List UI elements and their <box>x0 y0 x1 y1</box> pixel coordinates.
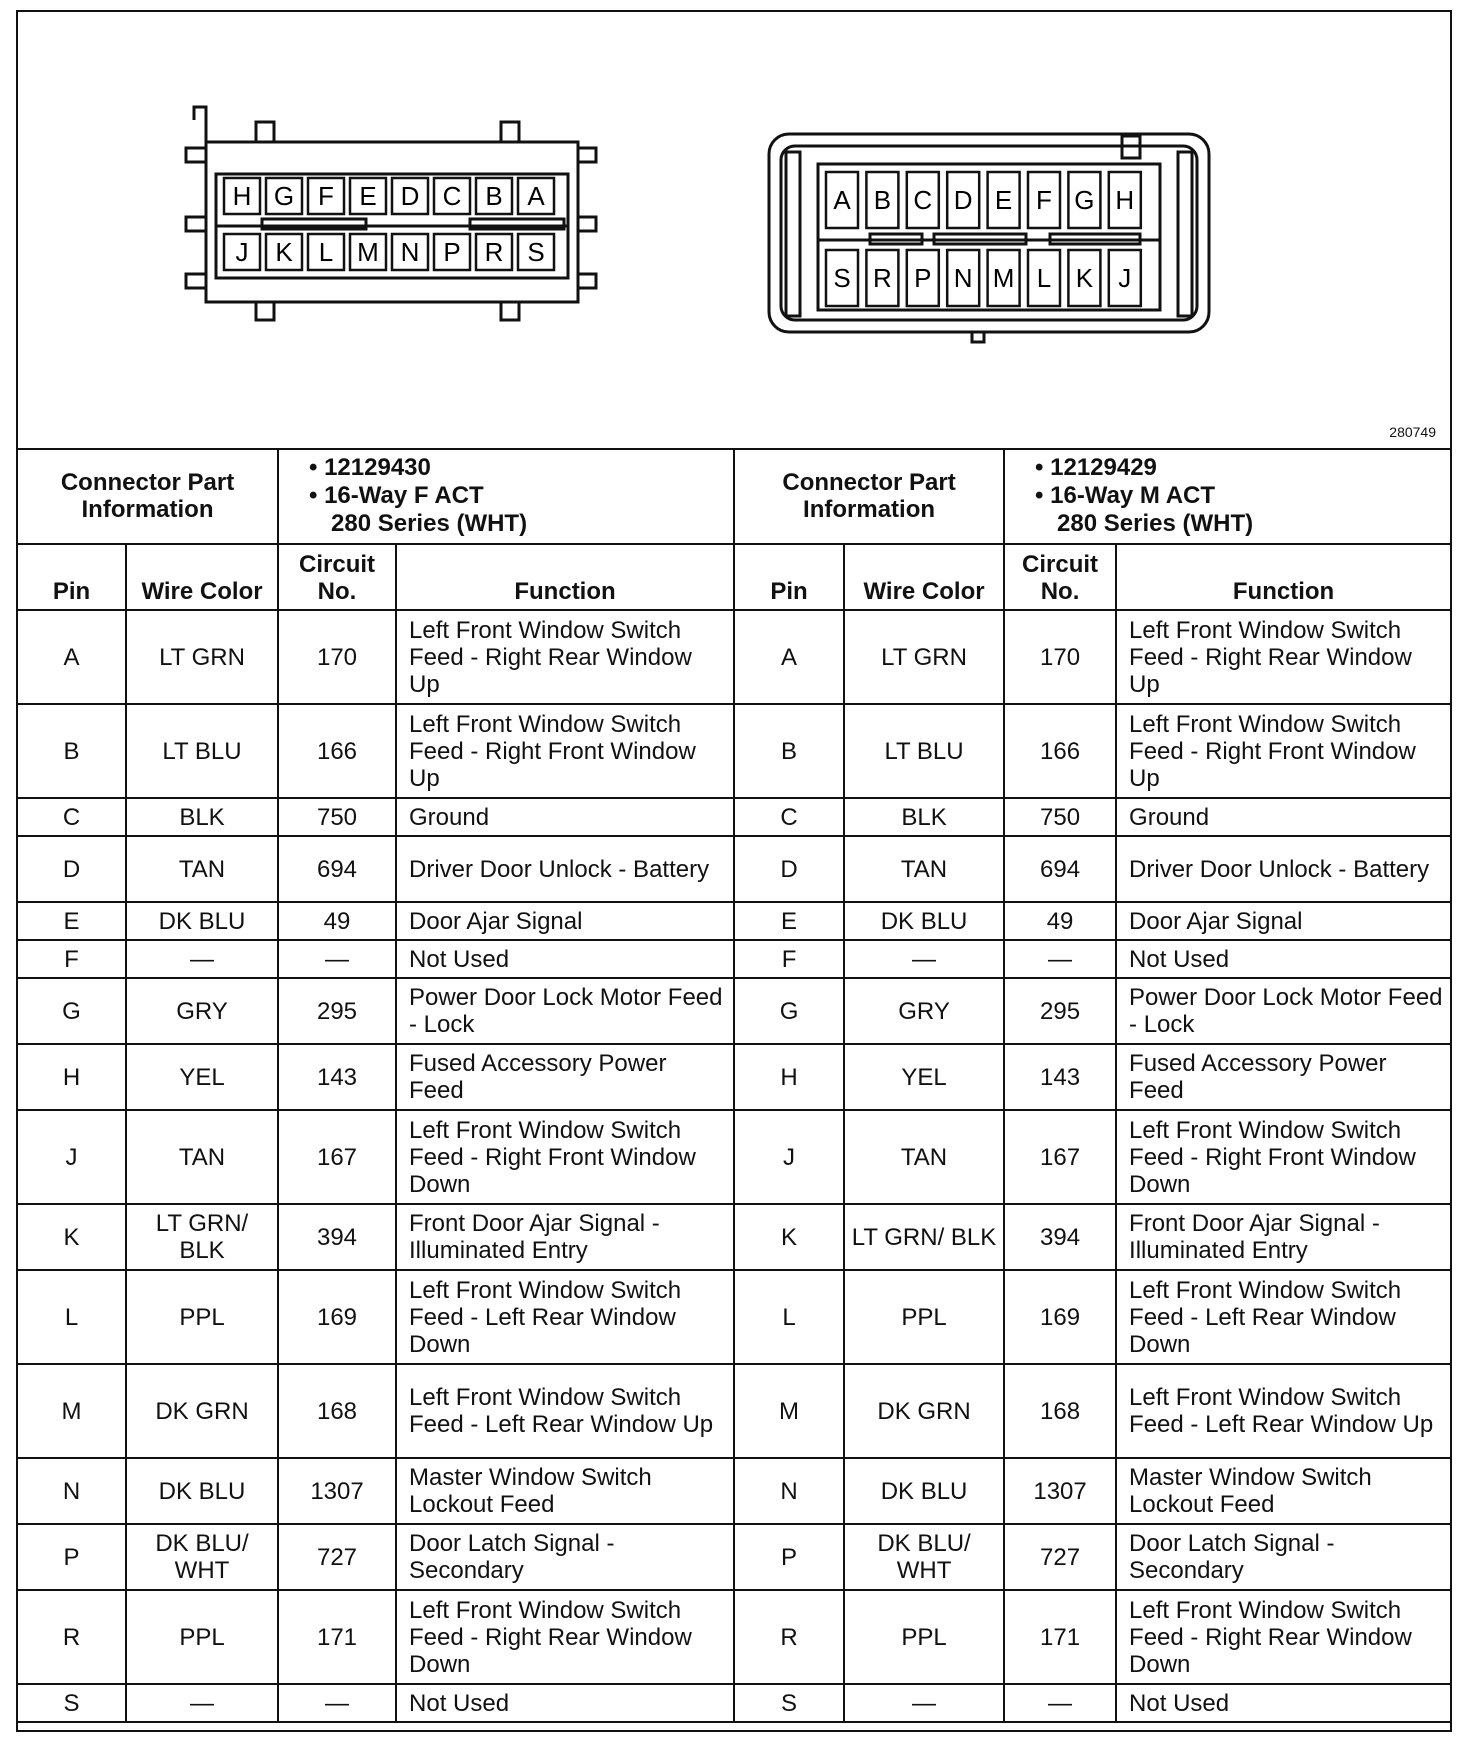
male-bottom-pin-label: P <box>914 263 932 293</box>
document-frame <box>16 10 1452 1732</box>
wire-color-cell: LT BLU <box>126 704 278 798</box>
male-top-pin-label: D <box>953 185 973 215</box>
circuit-cell: 166 <box>278 704 396 798</box>
figure-id: 280749 <box>1389 424 1436 440</box>
male-connector-bottom-pins <box>826 250 1141 306</box>
left-part-number: • 12129430 <box>309 453 431 481</box>
table-row <box>18 978 1450 1044</box>
function-cell: Not Used <box>1116 1684 1450 1722</box>
male-connector-drawing <box>769 134 1209 342</box>
female-top-pin-label: A <box>527 181 545 211</box>
male-top-pin-label: H <box>1115 185 1135 215</box>
col-pin: Pin <box>18 544 126 610</box>
circuit-cell: 166 <box>1004 704 1116 798</box>
table-row <box>18 836 1450 902</box>
circuit-cell: 170 <box>278 610 396 704</box>
function-cell: Driver Door Unlock - Battery <box>1116 836 1450 902</box>
function-cell: Door Ajar Signal <box>396 902 734 940</box>
function-cell: Power Door Lock Motor Feed - Lock <box>396 978 734 1044</box>
table-row <box>18 1364 1450 1458</box>
pin-cell: K <box>18 1204 126 1270</box>
wire-color-cell: DK BLU <box>844 1458 1004 1524</box>
table-row <box>18 1590 1450 1684</box>
pin-cell: F <box>734 940 844 978</box>
col-wire-color: Wire Color <box>844 544 1004 610</box>
table-row <box>18 704 1450 798</box>
female-connector-bottom-pins <box>224 234 554 270</box>
female-top-pin-label: F <box>318 181 334 211</box>
function-cell: Door Latch Signal - Secondary <box>1116 1524 1450 1590</box>
pinout-table <box>18 448 1450 1723</box>
circuit-cell: 167 <box>1004 1110 1116 1204</box>
pin-cell: C <box>734 798 844 836</box>
circuit-cell: 49 <box>1004 902 1116 940</box>
wire-color-cell: DK BLU <box>126 1458 278 1524</box>
male-top-pin-label: B <box>873 185 892 215</box>
female-top-pin-label: B <box>485 181 503 211</box>
wire-color-cell: DK BLU/ WHT <box>126 1524 278 1590</box>
table-row <box>18 798 1450 836</box>
female-top-pin-label: C <box>442 181 462 211</box>
table-row <box>18 1204 1450 1270</box>
pin-cell: H <box>734 1044 844 1110</box>
pin-cell: J <box>18 1110 126 1204</box>
pin-cell: R <box>734 1590 844 1684</box>
table-row <box>18 902 1450 940</box>
function-cell: Left Front Window Switch Feed - Left Rear Window Down <box>396 1270 734 1364</box>
pin-cell: E <box>734 902 844 940</box>
female-bottom-pin-label: S <box>527 237 545 267</box>
circuit-cell: 1307 <box>278 1458 396 1524</box>
pinout-rows <box>18 610 1450 1722</box>
wire-color-cell: — <box>844 940 1004 978</box>
table-row <box>18 1270 1450 1364</box>
wire-color-cell: GRY <box>126 978 278 1044</box>
male-bottom-pin-label: J <box>1118 263 1132 293</box>
pin-cell: G <box>18 978 126 1044</box>
wire-color-cell: PPL <box>126 1590 278 1684</box>
pin-cell: D <box>18 836 126 902</box>
male-bottom-pin-label: K <box>1075 263 1094 293</box>
right-desc-line1: • 16-Way M ACT <box>1035 481 1216 509</box>
connector-info-row <box>18 448 1450 544</box>
table-row <box>18 940 1450 978</box>
female-bottom-pin-label: L <box>318 237 334 267</box>
pin-cell: A <box>734 610 844 704</box>
circuit-cell: 694 <box>1004 836 1116 902</box>
pin-cell: D <box>734 836 844 902</box>
pin-cell: J <box>734 1110 844 1204</box>
col-pin: Pin <box>734 544 844 610</box>
male-bottom-pin-label: L <box>1036 263 1052 293</box>
wire-color-cell: — <box>126 1684 278 1722</box>
male-bottom-pin-label: N <box>953 263 973 293</box>
function-cell: Ground <box>396 798 734 836</box>
col-circuit: Circuit No. <box>278 544 396 610</box>
function-cell: Door Ajar Signal <box>1116 902 1450 940</box>
function-cell: Ground <box>1116 798 1450 836</box>
column-header-row <box>18 544 1450 610</box>
wire-color-cell: PPL <box>844 1270 1004 1364</box>
wire-color-cell: YEL <box>844 1044 1004 1110</box>
col-circuit: Circuit No. <box>1004 544 1116 610</box>
female-connector-top-pins <box>224 178 554 214</box>
wire-color-cell: — <box>844 1684 1004 1722</box>
wire-color-cell: YEL <box>126 1044 278 1110</box>
circuit-cell: 169 <box>1004 1270 1116 1364</box>
function-cell: Door Latch Signal - Secondary <box>396 1524 734 1590</box>
col-function: Function <box>396 544 734 610</box>
wire-color-cell: BLK <box>844 798 1004 836</box>
female-bottom-pin-label: K <box>275 237 293 267</box>
male-connector-top-pins <box>826 172 1141 228</box>
wire-color-cell: TAN <box>126 1110 278 1204</box>
function-cell: Power Door Lock Motor Feed - Lock <box>1116 978 1450 1044</box>
circuit-cell: 167 <box>278 1110 396 1204</box>
circuit-cell: 49 <box>278 902 396 940</box>
circuit-cell: 143 <box>278 1044 396 1110</box>
function-cell: Front Door Ajar Signal - Illuminated Entry <box>396 1204 734 1270</box>
wire-color-cell: LT GRN <box>844 610 1004 704</box>
pin-cell: C <box>18 798 126 836</box>
function-cell: Left Front Window Switch Feed - Right Rear Window Down <box>396 1590 734 1684</box>
circuit-cell: 727 <box>278 1524 396 1590</box>
male-top-pin-label: C <box>913 185 933 215</box>
circuit-cell: 171 <box>1004 1590 1116 1684</box>
right-desc-line2: 280 Series (WHT) <box>1057 509 1254 537</box>
male-top-pin-label: G <box>1074 185 1095 215</box>
left-connector-info-label: Connector Part Information <box>18 448 278 544</box>
wire-color-cell: DK BLU/ WHT <box>844 1524 1004 1590</box>
table-row <box>18 1524 1450 1590</box>
col-wire-color: Wire Color <box>126 544 278 610</box>
circuit-cell: 295 <box>278 978 396 1044</box>
circuit-cell: 169 <box>278 1270 396 1364</box>
male-bottom-pin-label: R <box>873 263 892 293</box>
circuit-cell: 168 <box>278 1364 396 1458</box>
wire-color-cell: DK GRN <box>844 1364 1004 1458</box>
pin-cell: N <box>18 1458 126 1524</box>
left-desc-line2: 280 Series (WHT) <box>331 509 528 537</box>
right-connector-info-label: Connector Part Information <box>734 448 1004 544</box>
pin-cell: S <box>18 1684 126 1722</box>
wire-color-cell: TAN <box>844 836 1004 902</box>
function-cell: Left Front Window Switch Feed - Left Rear Window Down <box>1116 1270 1450 1364</box>
circuit-cell: 750 <box>1004 798 1116 836</box>
function-cell: Left Front Window Switch Feed - Left Rear Window Up <box>396 1364 734 1458</box>
male-top-pin-label: A <box>833 185 851 215</box>
wire-color-cell: TAN <box>844 1110 1004 1204</box>
circuit-cell: — <box>1004 1684 1116 1722</box>
female-top-pin-label: D <box>400 181 420 211</box>
pin-cell: M <box>734 1364 844 1458</box>
pin-cell: P <box>18 1524 126 1590</box>
function-cell: Left Front Window Switch Feed - Right Front Window Up <box>396 704 734 798</box>
circuit-cell: 295 <box>1004 978 1116 1044</box>
wire-color-cell: TAN <box>126 836 278 902</box>
right-connector-info <box>1004 448 1450 544</box>
left-desc-line1: • 16-Way F ACT <box>309 481 484 509</box>
male-bottom-pin-label: M <box>992 263 1015 293</box>
function-cell: Not Used <box>1116 940 1450 978</box>
pin-cell: N <box>734 1458 844 1524</box>
pin-cell: P <box>734 1524 844 1590</box>
function-cell: Left Front Window Switch Feed - Right Front Window Up <box>1116 704 1450 798</box>
function-cell: Not Used <box>396 940 734 978</box>
table-row <box>18 1684 1450 1722</box>
table-row <box>18 1458 1450 1524</box>
wire-color-cell: LT BLU <box>844 704 1004 798</box>
wire-color-cell: LT GRN/ BLK <box>844 1204 1004 1270</box>
function-cell: Driver Door Unlock - Battery <box>396 836 734 902</box>
wire-color-cell: LT GRN <box>126 610 278 704</box>
function-cell: Left Front Window Switch Feed - Right Front Window Down <box>396 1110 734 1204</box>
male-top-pin-label: E <box>994 185 1013 215</box>
female-bottom-pin-label: M <box>357 237 379 267</box>
function-cell: Front Door Ajar Signal - Illuminated Entry <box>1116 1204 1450 1270</box>
left-connector-info <box>278 448 734 544</box>
wire-color-cell: PPL <box>126 1270 278 1364</box>
circuit-cell: — <box>1004 940 1116 978</box>
female-bottom-pin-label: N <box>400 237 420 267</box>
circuit-cell: 694 <box>278 836 396 902</box>
female-top-pin-label: E <box>359 181 377 211</box>
male-bottom-pin-label: S <box>833 263 851 293</box>
wire-color-cell: DK GRN <box>126 1364 278 1458</box>
function-cell: Fused Accessory Power Feed <box>1116 1044 1450 1110</box>
connector-drawings <box>18 12 1450 448</box>
circuit-cell: — <box>278 940 396 978</box>
circuit-cell: 394 <box>278 1204 396 1270</box>
function-cell: Fused Accessory Power Feed <box>396 1044 734 1110</box>
pin-cell: E <box>18 902 126 940</box>
female-top-pin-label: G <box>273 181 295 211</box>
wire-color-cell: LT GRN/ BLK <box>126 1204 278 1270</box>
wire-color-cell: BLK <box>126 798 278 836</box>
function-cell: Left Front Window Switch Feed - Right Front Window Down <box>1116 1110 1450 1204</box>
pin-cell: R <box>18 1590 126 1684</box>
connector-illustration <box>18 12 1450 450</box>
female-bottom-pin-label: J <box>235 237 249 267</box>
function-cell: Left Front Window Switch Feed - Left Rear Window Up <box>1116 1364 1450 1458</box>
circuit-cell: 170 <box>1004 610 1116 704</box>
pin-cell: B <box>18 704 126 798</box>
female-bottom-pin-label: R <box>484 237 504 267</box>
circuit-cell: 171 <box>278 1590 396 1684</box>
right-part-number: • 12129429 <box>1035 453 1157 481</box>
wire-color-cell: DK BLU <box>844 902 1004 940</box>
function-cell: Master Window Switch Lockout Feed <box>1116 1458 1450 1524</box>
circuit-cell: 727 <box>1004 1524 1116 1590</box>
pin-cell: G <box>734 978 844 1044</box>
circuit-cell: 143 <box>1004 1044 1116 1110</box>
wire-color-cell: — <box>126 940 278 978</box>
female-bottom-pin-label: P <box>443 237 461 267</box>
pin-cell: F <box>18 940 126 978</box>
circuit-cell: 1307 <box>1004 1458 1116 1524</box>
circuit-cell: 750 <box>278 798 396 836</box>
wire-color-cell: DK BLU <box>126 902 278 940</box>
circuit-cell: — <box>278 1684 396 1722</box>
table-row <box>18 1044 1450 1110</box>
function-cell: Left Front Window Switch Feed - Right Rear Window Down <box>1116 1590 1450 1684</box>
pin-cell: L <box>734 1270 844 1364</box>
pin-cell: H <box>18 1044 126 1110</box>
wire-color-cell: GRY <box>844 978 1004 1044</box>
table-row <box>18 610 1450 704</box>
circuit-cell: 168 <box>1004 1364 1116 1458</box>
wire-color-cell: PPL <box>844 1590 1004 1684</box>
male-top-pin-label: F <box>1036 185 1052 215</box>
pin-cell: L <box>18 1270 126 1364</box>
function-cell: Master Window Switch Lockout Feed <box>396 1458 734 1524</box>
table-row <box>18 1110 1450 1204</box>
pin-cell: M <box>18 1364 126 1458</box>
col-function: Function <box>1116 544 1450 610</box>
function-cell: Not Used <box>396 1684 734 1722</box>
pin-cell: S <box>734 1684 844 1722</box>
pin-cell: B <box>734 704 844 798</box>
pin-cell: K <box>734 1204 844 1270</box>
circuit-cell: 394 <box>1004 1204 1116 1270</box>
female-top-pin-label: H <box>232 181 252 211</box>
pin-cell: A <box>18 610 126 704</box>
function-cell: Left Front Window Switch Feed - Right Rear Window Up <box>1116 610 1450 704</box>
function-cell: Left Front Window Switch Feed - Right Rear Window Up <box>396 610 734 704</box>
